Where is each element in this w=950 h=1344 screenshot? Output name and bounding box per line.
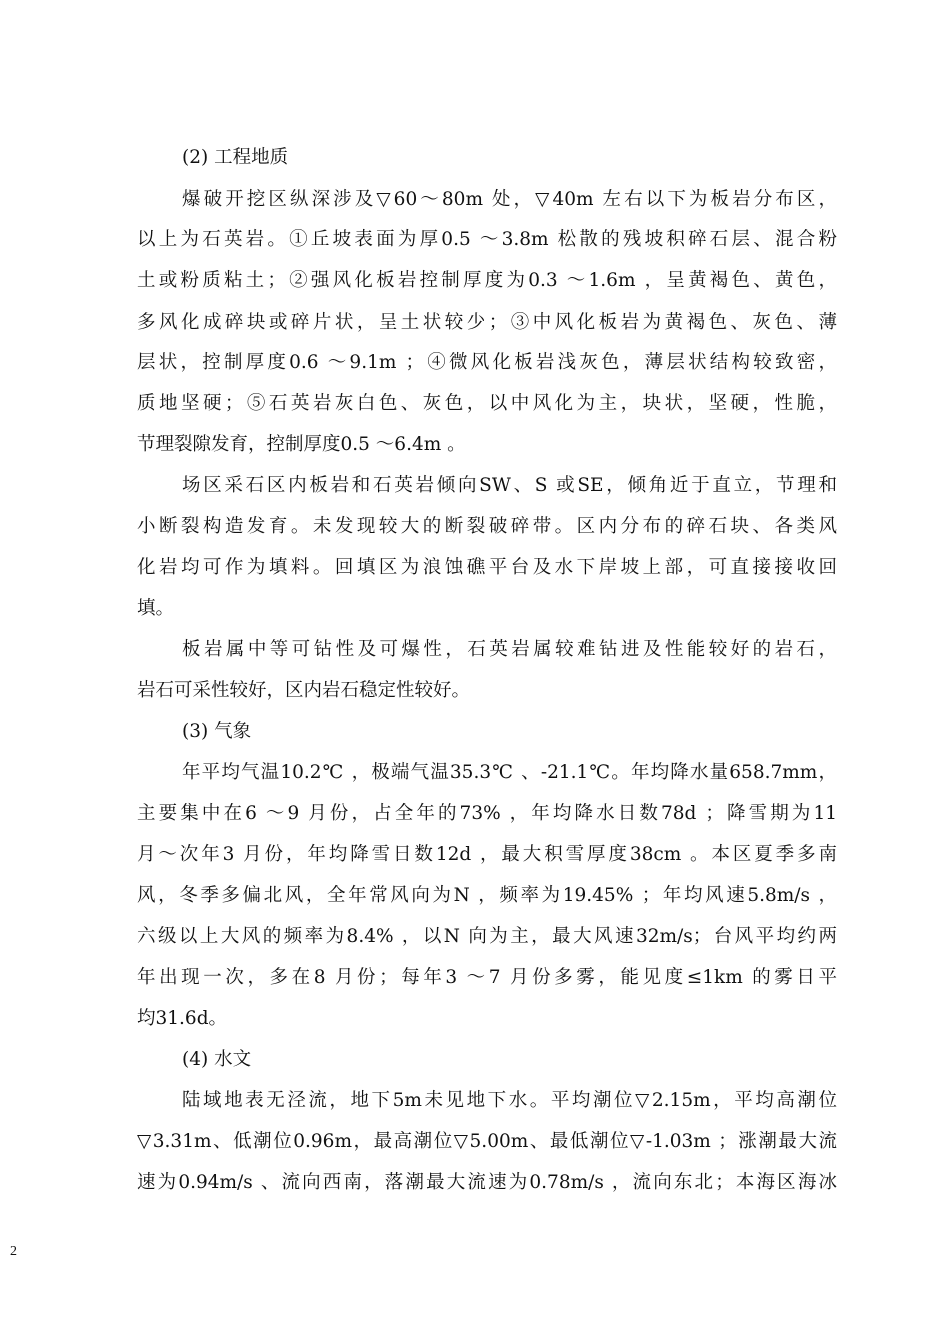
section-heading-engineering-geology: (2) 工程地质 — [182, 147, 289, 168]
paragraph-line: 化岩均可作为填料。回填区为浪蚀礁平台及水下岸坡上部，可直接接收回 — [137, 557, 837, 578]
paragraph-line: 小断裂构造发育。未发现较大的断裂破碎带。区内分布的碎石块、各类风 — [137, 516, 837, 537]
paragraph-line: 以上为石英岩。①丘坡表面为厚0.5 ～3.8m 松散的残坡积碎石层、混合粉 — [137, 229, 837, 250]
paragraph-line: 多风化成碎块或碎片状，呈土状较少；③中风化板岩为黄褐色、灰色、薄 — [137, 312, 837, 333]
paragraph-line: 层状，控制厚度0.6 ～9.1m ；④微风化板岩浅灰色，薄层状结构较致密， — [137, 352, 837, 373]
section-heading-hydrology: (4) 水文 — [182, 1049, 252, 1070]
paragraph-line: ▽3.31m、低潮位0.96m，最高潮位▽5.00m、最低潮位▽-1.03m ；涨潮最大流 — [137, 1131, 837, 1152]
paragraph-line: 年出现一次，多在8 月份；每年3 ～7 月份多雾，能见度≤1km 的雾日平 — [137, 967, 837, 988]
section-heading-meteorology: (3) 气象 — [182, 721, 252, 742]
paragraph-line: 板岩属中等可钻性及可爆性，石英岩属较难钻进及性能较好的岩石， — [182, 639, 837, 660]
paragraph-line: 岩石可采性较好，区内岩石稳定性较好。 — [137, 680, 471, 701]
paragraph-line: 六级以上大风的频率为8.4% ，以N 向为主，最大风速32m/s；台风平均约两 — [137, 926, 837, 947]
paragraph-line: 质地坚硬；⑤石英岩灰白色、灰色，以中风化为主，块状，坚硬，性脆， — [137, 393, 837, 414]
paragraph-line: 填。 — [137, 598, 175, 619]
paragraph-line: 陆域地表无泾流，地下5m未见地下水。平均潮位▽2.15m，平均高潮位 — [182, 1090, 837, 1111]
page-number: 2 — [10, 1244, 17, 1259]
paragraph-line: 月～次年3 月份，年均降雪日数12d ，最大积雪厚度38cm 。本区夏季多南 — [137, 844, 837, 865]
paragraph-line: 场区采石区内板岩和石英岩倾向SW、S 或SE，倾角近于直立，节理和 — [182, 475, 837, 496]
paragraph-line: 风，冬季多偏北风，全年常风向为N ，频率为19.45% ；年均风速5.8m/s ， — [137, 885, 837, 906]
paragraph-line: 土或粉质粘土；②强风化板岩控制厚度为0.3 ～1.6m ，呈黄褐色、黄色， — [137, 270, 837, 291]
paragraph-line: 年平均气温10.2℃ ，极端气温35.3℃ 、-21.1℃。年均降水量658.7mm， — [182, 762, 837, 783]
paragraph-line: 速为0.94m/s 、流向西南，落潮最大流速为0.78m/s ，流向东北；本海区海冰 — [137, 1172, 837, 1193]
paragraph-line: 主要集中在6 ～9 月份，占全年的73% ，年均降水日数78d ；降雪期为11 — [137, 803, 837, 824]
paragraph-line: 爆破开挖区纵深涉及▽60～80m 处，▽40m 左右以下为板岩分布区， — [182, 189, 837, 210]
paragraph-line: 均31.6d。 — [137, 1008, 228, 1029]
paragraph-line: 节理裂隙发育，控制厚度0.5 ～6.4m 。 — [137, 434, 466, 455]
